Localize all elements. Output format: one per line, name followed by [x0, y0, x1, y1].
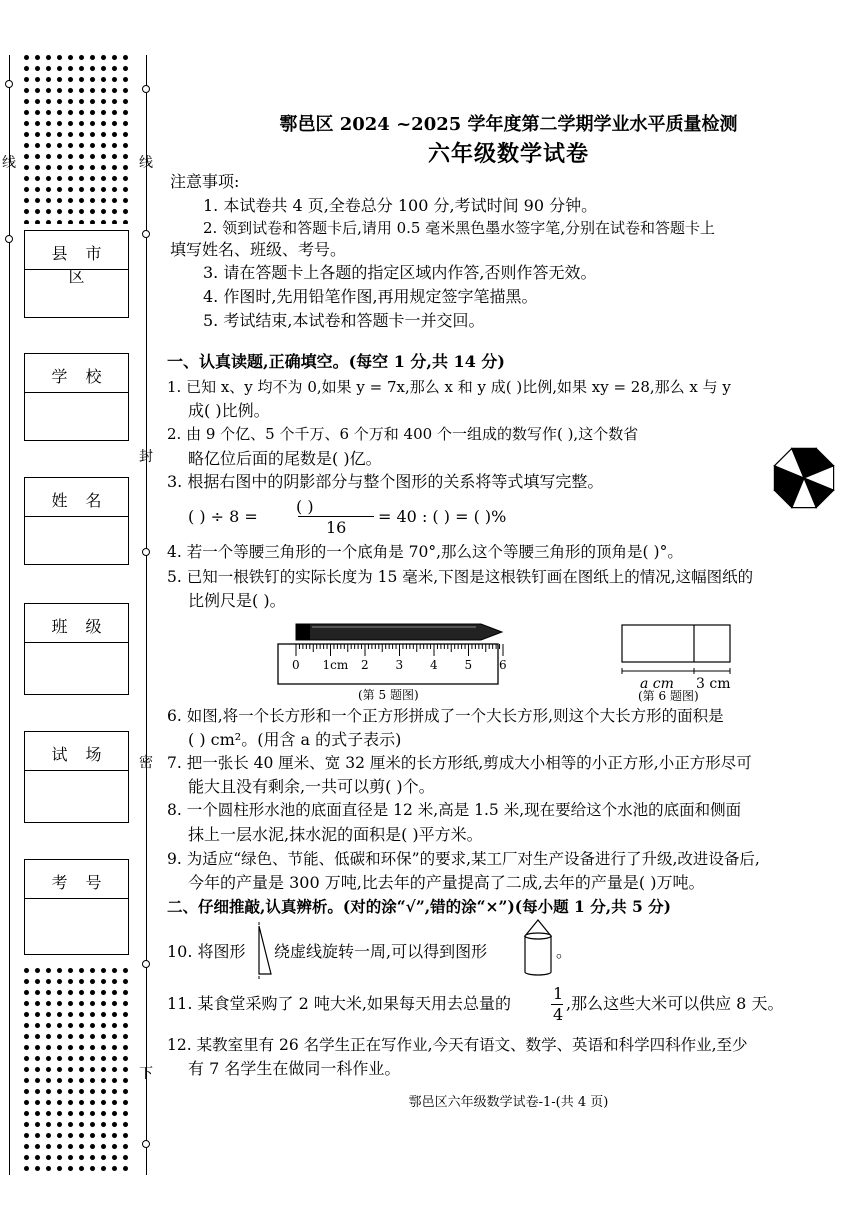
question-2-line2: 略亿位后面的尾数是( )亿。	[188, 449, 382, 468]
binding-mark: 线	[139, 155, 153, 171]
ruler-tick-label: 5	[464, 658, 473, 672]
field-label: 县市区	[51, 244, 120, 286]
q3-equation-part1: ( ) ÷ 8 =	[188, 507, 258, 526]
ruler-tick-label: 1cm	[322, 658, 349, 672]
question-10-part1: 10. 将图形	[167, 942, 246, 961]
field-label: 姓名	[51, 491, 120, 510]
field-label: 班级	[51, 617, 120, 636]
section2-heading: 二、仔细推敲,认真辨析。(对的涂“√”,错的涂“×”)(每小题 1 分,共 5 分)	[167, 897, 672, 916]
ruler-tick-label: 2	[361, 658, 369, 672]
field-box-exam-number[interactable]	[24, 859, 129, 955]
question-2-line1: 2. 由 9 个亿、5 个千万、6 个万和 400 个一组成的数写作( ),这个数省	[167, 425, 639, 443]
binding-mark: 线	[2, 155, 16, 171]
q6-figure-caption: (第 6 题图)	[638, 689, 699, 703]
q11-fraction-denominator: 4	[553, 1005, 564, 1024]
question-5-line1: 5. 已知一根铁钉的实际长度为 15 毫米,下图是这根铁钉画在图纸上的情况,这幅图纸的	[167, 568, 754, 586]
question-9-line2: 今年的产量是 300 万吨,比去年的产量提高了二成,去年的产量是( )万吨。	[188, 873, 705, 892]
q3-fraction-denominator: 16	[326, 518, 347, 537]
notes-item: 填写姓名、班级、考号。	[170, 240, 347, 259]
field-box-name[interactable]	[24, 477, 129, 565]
question-7-line1: 7. 把一张长 40 厘米、宽 32 厘米的长方形纸,剪成大小相等的小正方形,小正方形尽可	[167, 754, 752, 772]
field-label: 学校	[51, 367, 120, 386]
binding-mark: 下	[139, 1066, 153, 1082]
binding-ring	[142, 85, 150, 93]
question-6-line1: 6. 如图,将一个长方形和一个正方形拼成了一个大长方形,则这个大长方形的面积是	[167, 707, 724, 725]
q6-rectangle-figure	[618, 622, 738, 682]
field-box-county[interactable]	[24, 230, 129, 318]
notes-item: 3. 请在答题卡上各题的指定区域内作答,否则作答无效。	[203, 263, 597, 282]
ruler-tick-label: 3	[395, 658, 404, 672]
binding-ring	[5, 80, 13, 88]
question-12-line1: 12. 某教室里有 26 名学生正在写作业,今天有语文、数学、英语和科学四科作业,至少	[167, 1036, 748, 1054]
question-9-line1: 9. 为适应“绿色、节能、低碳和环保”的要求,某工厂对生产设备进行了升级,改进设备后,	[167, 850, 760, 868]
notes-item: 1. 本试卷共 4 页,全卷总分 100 分,考试时间 90 分钟。	[203, 196, 598, 215]
q11-fraction-numerator: 1	[553, 984, 564, 1003]
field-box-school[interactable]	[24, 353, 129, 441]
q3-equation-part2: = 40 : ( ) = ( )%	[378, 507, 507, 526]
binding-line-left	[9, 55, 10, 1175]
q5-figure-caption: (第 5 题图)	[358, 688, 419, 702]
octagon-shaded-figure	[772, 446, 836, 510]
notes-heading: 注意事项:	[170, 172, 240, 191]
binding-line-right	[146, 55, 147, 1175]
question-10-part2: 绕虚线旋转一周,可以得到图形	[274, 942, 488, 961]
cylinder-with-cone-icon	[521, 918, 555, 978]
q6-label-a: a cm	[640, 676, 674, 692]
question-8-line2: 抹上一层水泥,抹水泥的面积是( )平方米。	[188, 825, 483, 844]
field-box-exam-room[interactable]	[24, 731, 129, 823]
notes-item: 2. 领到试卷和答题卡后,请用 0.5 毫米黑色墨水签字笔,分别在试卷和答题卡上	[203, 219, 716, 237]
exam-subtitle: 六年级数学试卷	[427, 141, 589, 167]
question-7-line2: 能大且没有剩余,一共可以剪( )个。	[188, 777, 435, 796]
notes-item: 5. 考试结束,本试卷和答题卡一并交回。	[203, 311, 485, 330]
binding-ring	[142, 230, 150, 238]
q3-fraction-numerator: ( )	[296, 497, 314, 516]
ruler-tick-label: 0	[292, 658, 300, 672]
exam-title: 鄠邑区 2024 ~2025 学年度第二学期学业水平质量检测	[279, 114, 738, 135]
field-box-class[interactable]	[24, 603, 129, 695]
question-11-part1: 11. 某食堂采购了 2 吨大米,如果每天用去总量的	[167, 994, 511, 1013]
binding-ring	[142, 1140, 150, 1148]
q3-fraction-bar	[298, 516, 374, 517]
ruler-tick-label: 6	[499, 658, 507, 672]
binding-ring	[5, 235, 13, 243]
question-11-part2: ,那么这些大米可以供应 8 天。	[566, 994, 784, 1013]
notes-item: 4. 作图时,先用铅笔作图,再用规定签字笔描黑。	[203, 287, 538, 306]
question-3: 3. 根据右图中的阴影部分与整个图形的关系将等式填写完整。	[167, 472, 604, 491]
ruler-nail-figure	[276, 612, 512, 690]
field-label: 考号	[51, 873, 120, 892]
q6-label-3cm: 3 cm	[696, 676, 731, 692]
binding-mark: 密	[139, 755, 153, 771]
binding-ring	[142, 960, 150, 968]
right-triangle-icon	[254, 922, 274, 980]
question-1-line1: 1. 已知 x、y 均不为 0,如果 y = 7x,那么 x 和 y 成( )比例,如果 xy = 28,那么 x 与 y	[167, 378, 731, 396]
section1-heading: 一、认真读题,正确填空。(每空 1 分,共 14 分)	[167, 352, 505, 371]
question-8-line1: 8. 一个圆柱形水池的底面直径是 12 米,高是 1.5 米,现在要给这个水池的底面和侧面	[167, 801, 742, 819]
binding-dot-pattern-bottom	[21, 965, 131, 1171]
question-4: 4. 若一个等腰三角形的一个底角是 70°,那么这个等腰三角形的顶角是( )°。	[167, 543, 683, 561]
ruler-tick-label: 4	[430, 658, 438, 672]
question-10-part3: 。	[556, 942, 573, 961]
binding-ring	[142, 548, 150, 556]
question-12-line2: 有 7 名学生在做同一科作业。	[188, 1059, 401, 1078]
field-label: 试场	[51, 745, 120, 764]
question-6-line2: ( ) cm²。(用含 a 的式子表示)	[188, 730, 402, 749]
binding-mark: 封	[139, 449, 153, 465]
question-5-line2: 比例尺是( )。	[188, 591, 286, 610]
question-1-line2: 成( )比例。	[188, 401, 270, 420]
page-footer: 鄠邑区六年级数学试卷-1-(共 4 页)	[408, 1095, 609, 1110]
binding-dot-pattern-top	[21, 52, 131, 224]
